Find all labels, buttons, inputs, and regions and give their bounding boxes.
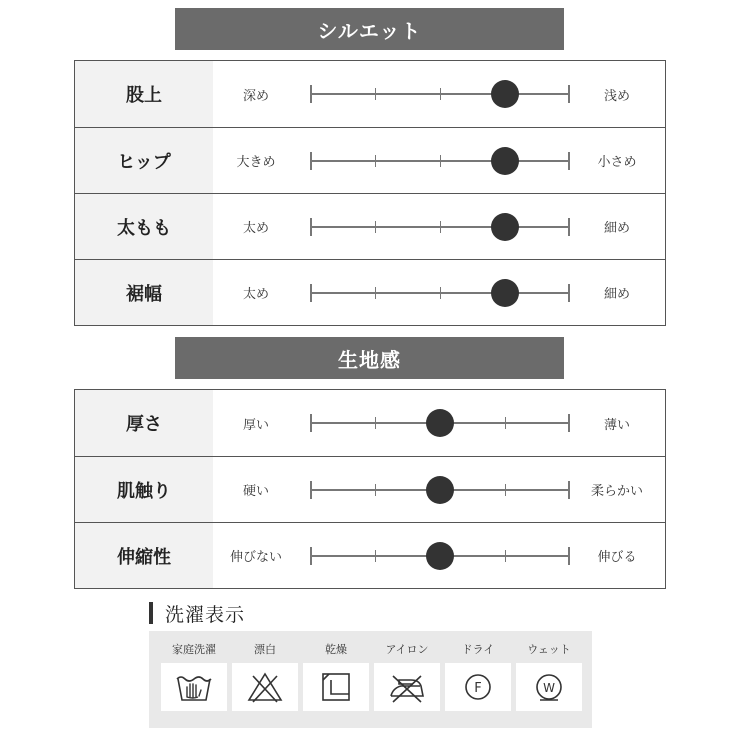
care-item-label: 乾燥 [325, 643, 347, 656]
no-iron-icon [374, 663, 440, 711]
scale-marker [426, 409, 454, 437]
scale-tick [440, 221, 441, 233]
rating-scale [310, 217, 570, 237]
care-item-label: ウェット [527, 643, 571, 656]
scale-left-label: 硬い [242, 484, 269, 499]
scale-tick [375, 155, 376, 167]
scale-tick [310, 152, 312, 170]
scale-marker [491, 279, 519, 307]
care-item-iron [374, 631, 440, 728]
texture-row-touch [75, 456, 665, 522]
care-label-panel [149, 631, 592, 728]
scale-right-label: 細め [603, 287, 630, 302]
row-label: 太もも [75, 194, 213, 259]
care-item-label: 家庭洗濯 [172, 643, 216, 656]
scale-right-label: 柔らかい [590, 484, 643, 499]
scale-right-label: 小さめ [597, 155, 637, 170]
care-item-wet-clean [516, 631, 582, 728]
dry-clean-f-icon [445, 663, 511, 711]
silhouette-row-rise [75, 61, 665, 127]
scale-tick [310, 284, 312, 302]
scale-tick [375, 550, 376, 562]
scale-right-label: 細め [603, 221, 630, 236]
care-item-label: 漂白 [254, 643, 276, 656]
rating-scale [310, 480, 570, 500]
rating-scale [310, 151, 570, 171]
scale-tick [505, 417, 506, 429]
scale-tick [440, 155, 441, 167]
texture-table [74, 389, 666, 589]
silhouette-row-hem [75, 259, 665, 325]
scale-right-label: 薄い [603, 417, 630, 433]
scale-left-label: 深め [242, 88, 269, 104]
care-item-label: ドライ [461, 643, 495, 656]
scale-tick [375, 88, 376, 100]
rating-scale [310, 546, 570, 566]
scale-tick [310, 218, 312, 236]
texture-row-thickness [75, 390, 665, 456]
silhouette-row-hip [75, 127, 665, 193]
care-heading [149, 600, 245, 626]
care-item-label: アイロン [385, 643, 429, 656]
scale-tick [310, 481, 312, 499]
scale-left-label: 大きめ [236, 155, 276, 170]
scale-tick [375, 484, 376, 496]
scale-right-label: 伸びる [597, 550, 637, 565]
scale-left-label: 厚い [242, 417, 269, 433]
scale-marker [426, 476, 454, 504]
scale-marker [491, 80, 519, 108]
svg-text:W: W [543, 681, 555, 695]
silhouette-section-title: シルエット [175, 8, 564, 50]
scale-tick [440, 287, 441, 299]
care-item-bleach [232, 631, 298, 728]
rating-scale [310, 84, 570, 104]
row-label: 厚さ [75, 390, 213, 456]
scale-tick [375, 287, 376, 299]
hand-wash-icon [161, 663, 227, 711]
rating-scale [310, 283, 570, 303]
scale-tick [310, 414, 312, 432]
scale-marker [426, 542, 454, 570]
scale-tick [310, 85, 312, 103]
svg-text:F: F [474, 681, 482, 696]
care-item-home-wash [161, 631, 227, 728]
row-label: 裾幅 [75, 260, 213, 325]
row-label: 股上 [75, 61, 213, 127]
scale-marker [491, 213, 519, 241]
scale-left-label: 伸びない [229, 550, 282, 565]
scale-right-label: 浅め [603, 88, 630, 104]
scale-tick [505, 484, 506, 496]
scale-tick [440, 88, 441, 100]
line-dry-shade-icon [303, 663, 369, 711]
scale-tick [375, 417, 376, 429]
wet-clean-w-icon [516, 663, 582, 711]
scale-left-label: 太め [242, 287, 269, 302]
scale-tick [310, 547, 312, 565]
heading-bar [149, 602, 153, 624]
no-bleach-icon [232, 663, 298, 711]
care-heading-text: 洗濯表示 [165, 603, 246, 626]
silhouette-row-thigh [75, 193, 665, 259]
care-item-dry [303, 631, 369, 728]
texture-row-stretch [75, 522, 665, 588]
rating-scale [310, 413, 570, 433]
scale-tick [505, 550, 506, 562]
care-item-dry-clean [445, 631, 511, 728]
row-label: 伸縮性 [75, 523, 213, 588]
row-label: 肌触り [75, 457, 213, 522]
scale-tick [375, 221, 376, 233]
row-label: ヒップ [75, 128, 213, 193]
texture-section-title: 生地感 [175, 337, 564, 379]
scale-marker [491, 147, 519, 175]
scale-left-label: 太め [242, 221, 269, 236]
silhouette-table [74, 60, 666, 326]
